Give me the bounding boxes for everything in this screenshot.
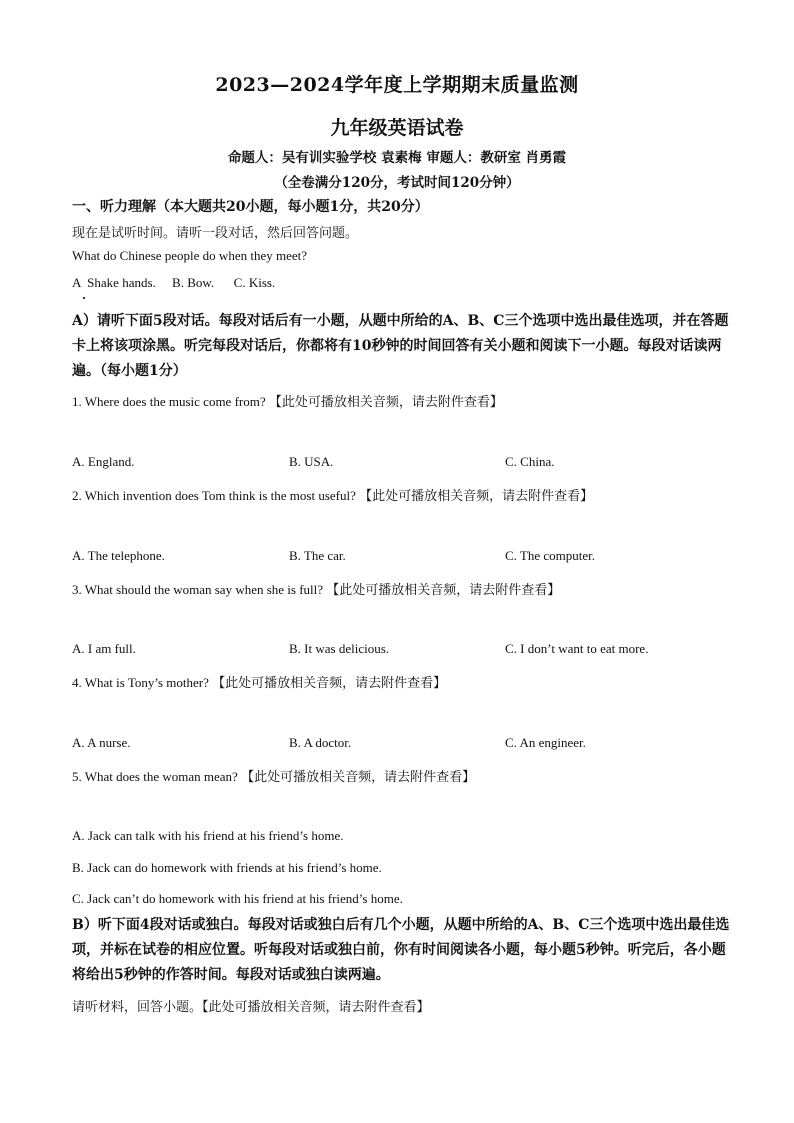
q5-option-a: A. Jack can talk with his friend at his friend’s home.	[72, 828, 344, 843]
exam-subtitle: 九年级英语试卷	[330, 117, 464, 139]
part-b-prompt: 请听材料，回答小题。【此处可播放相关音频，请去附件查看】	[72, 1000, 430, 1015]
q1-option-a: A. England.	[72, 454, 135, 469]
question-3: 3. What should the woman say when she is full? 【此处可播放相关音频，请去附件查看】	[72, 582, 561, 597]
q4-option-a: A. A nurse.	[72, 735, 131, 750]
q3-option-a: A. I am full.	[72, 641, 136, 656]
trial-options: A Shake hands. B. Bow. C. Kiss.	[72, 275, 276, 290]
question-2: 2. Which invention does Tom think is the most useful? 【此处可播放相关音频，请去附件查看】	[72, 488, 594, 503]
q2-option-a: A. The telephone.	[72, 548, 165, 563]
q1-option-b: B. USA.	[289, 454, 334, 469]
trial-intro: 现在是试听时间。请听一段对话，然后回答问题。	[72, 226, 359, 241]
question-5: 5. What does the woman mean? 【此处可播放相关音频，请去附件查看】	[72, 769, 476, 784]
question-1: 1. Where does the music come from? 【此处可播放相关音频，请去附件查看】	[72, 394, 503, 409]
q2-option-c: C. The computer.	[505, 548, 596, 563]
q2-option-b: B. The car.	[289, 548, 346, 563]
part-a-instructions: A）请听下面5段对话。每段对话后有一小题，从题中所给的A、B、C三个选项中选出最佳选项，并在答题卡上将该项涂黑。听完每段对话后，你都将有10秒钟的时间回答有关小题和阅读下一小题。每段对话读两遍。（每小题1分）	[72, 313, 729, 379]
section-heading: 一、听力理解（本大题共20小题，每小题1分，共20分）	[72, 199, 429, 215]
full-score-line: （全卷满分120分，考试时间120分钟）	[274, 175, 520, 191]
authors-line: 命题人：吴有训实验学校 袁素梅 审题人：教研室 肖勇霞	[227, 150, 567, 166]
exam-title: 2023—2024学年度上学期期末质量监测	[215, 74, 579, 96]
q4-option-c: C. An engineer.	[505, 735, 586, 750]
part-b-instructions: B）听下面4段对话或独白。每段对话或独白后有几个小题，从题中所给的A、B、C三个选项中选出最佳选项，并标在试卷的相应位置。听每段对话或独白前，你有时间阅读各小题，每小题5秒钟。听完后，各小题将给出5秒钟的作答时间。每段对话或独白读两遍。	[72, 917, 730, 983]
question-4: 4. What is Tony’s mother? 【此处可播放相关音频，请去附件查看】	[72, 675, 447, 690]
q5-option-c: C. Jack can’t do homework with his friend at his friend’s home.	[72, 891, 403, 906]
q3-option-c: C. I don’t want to eat more.	[505, 641, 649, 656]
q4-option-b: B. A doctor.	[289, 735, 352, 750]
q5-option-b: B. Jack can do homework with friends at his friend’s home.	[72, 860, 382, 875]
stray-dot	[83, 297, 85, 299]
trial-question: What do Chinese people do when they meet?	[72, 248, 308, 263]
q1-option-c: C. China.	[505, 454, 555, 469]
q3-option-b: B. It was delicious.	[289, 641, 390, 656]
